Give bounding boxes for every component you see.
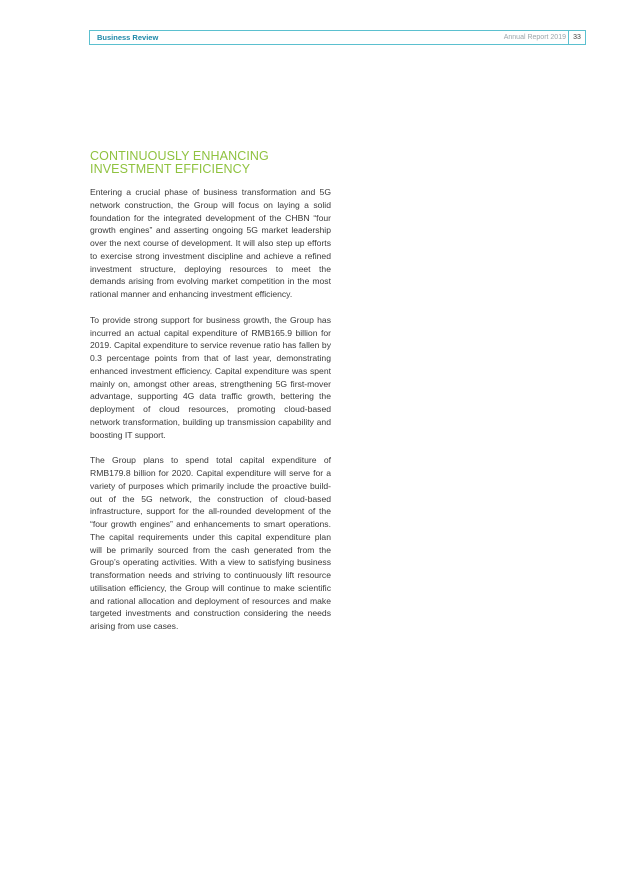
section-title-line-2: INVESTMENT EFFICIENCY [90,161,251,176]
header-divider [568,31,569,44]
paragraph-1: Entering a crucial phase of business transformation and 5G network construction, the Group will focus on laying a solid foundation for the integrated development of the CHBN “four growth engines” and asserting ongoing 5G market leadership over the next course of development. It will also step up efforts to exercise strong investment discipline and achieve a refined investment structure, deploying resources to meet the demands arising from evolving market competition in the most rational manner and enhancing investment efficiency. [90,187,331,299]
report-title: Annual Report 2019 [503,34,566,41]
page-header [89,30,586,45]
paragraph-2: To provide strong support for business growth, the Group has incurred an actual capital expenditure of RMB165.9 billion for 2019. Capital expenditure to service revenue ratio has fallen by 0.3 percentage points from that of last year, demonstrating enhanced investment efficiency. Capital expenditure was spent mainly on, amongst other areas, strengthening 5G first-mover advantage, supporting 4G data traffic growth, bettering the deployment of cloud resources, promoting cloud-based network transformation, building up transmission capability and boosting IT support. [90,314,331,440]
page-number: 33 [573,34,581,41]
section-label: Business Review [97,33,159,42]
article-body [90,150,331,646]
section-title-line-1: CONTINUOUSLY ENHANCING [90,149,269,163]
paragraph-3: The Group plans to spend total capital expenditure of RMB179.8 billion for 2020. Capital expenditure will serve for a variety of purposes which primarily include the proactive build-out of the 5G network, the construction of cloud-based infrastructure, support for the all-rounded development of the “four growth engines” and enhancements to smart operations. The capital requirements under this capital expenditure plan will be primarily sourced from the cash generated from the Group’s operating activities. With a view to satisfying business transformation needs and striving to continuously lift resource utilisation efficiency, the Group will continue to make scientific and rational allocation and deployment of resources and make targeted investments and construction considering the needs arising from use cases. [90,455,331,631]
section-title [90,150,331,175]
